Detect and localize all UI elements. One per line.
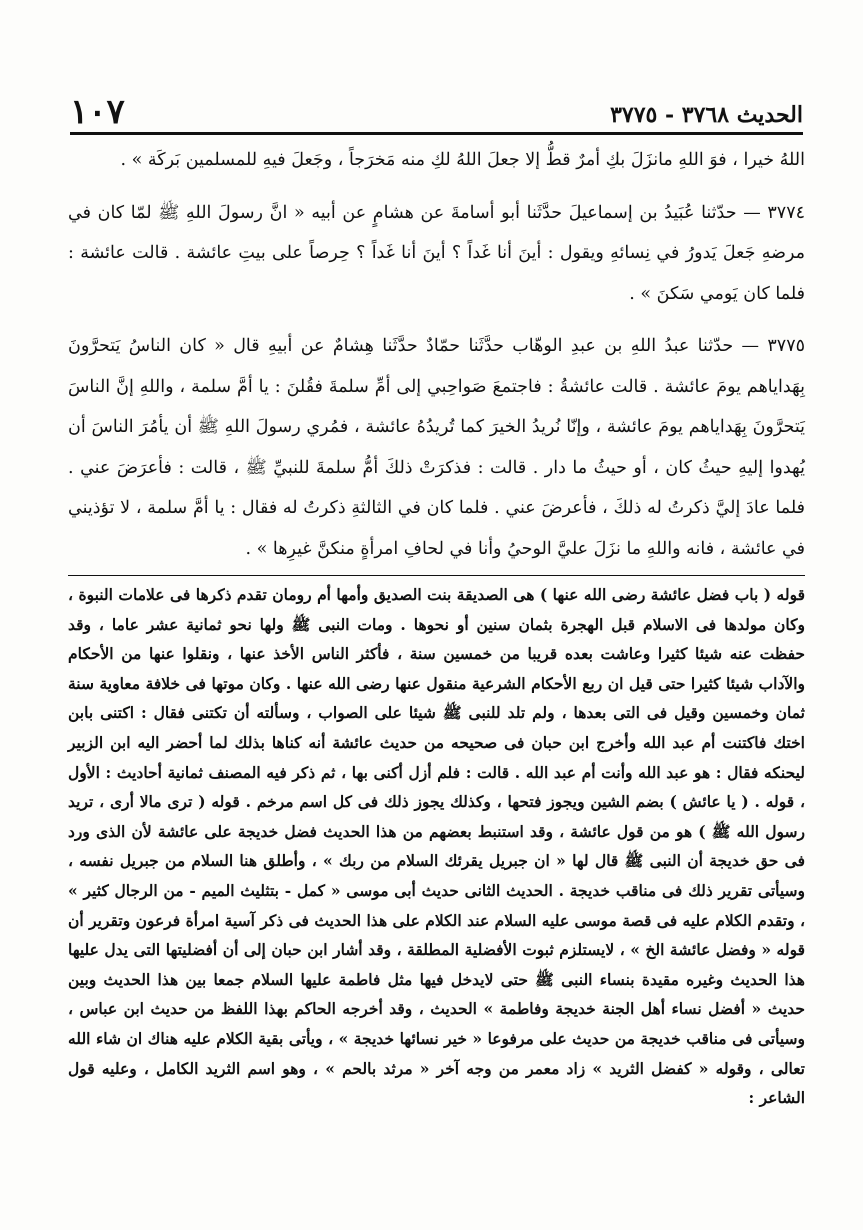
page-body [68, 140, 805, 1113]
commentary-fath-al-bari: قوله ( باب فضل عائشة رضى الله عنها ) هى الصديقة بنت الصديق وأمها أم رومان تقدم ذكرها فى علامات النبوة ، وكان مولدها فى الاسلام قبل الهجرة بثمان سنين أو نحوها . ومات النبى ﷺ ولها نحو ثمانية عشر عاما ، وقد حفظت عنه شيئا كثيرا وعاشت بعده قريبا من خمسين سنة ، فأكثر الناس الأخذ عنها ، ونقلوا عنها من الأحكام والآداب شيئا كثيرا حتى قيل ان ربع الأحكام الشرعية منقول عنها رضى الله عنها . وكان موتها فى خلافة معاوية سنة ثمان وخمسين وقيل فى التى بعدها ، ولم تلد للنبى ﷺ شيئا على الصواب ، وسألته أن تكتنى فقال : اكتنى بابن اختك فاكتنت أم عبد الله وأخرج ابن حبان فى صحيحه من حديث عائشة أنه كناها بذلك لما أحضر اليه ابن الزبير ليحنكه فقال : هو عبد الله وأنت أم عبد الله . قالت : فلم أزل أكنى بها ، ثم ذكر فيه المصنف ثمانية أحاديث : الأول ، قوله . ( يا عائش ) بضم الشين ويجوز فتحها ، وكذلك يجوز ذلك فى كل اسم مرخم . قوله ( ترى مالا أرى ، تريد رسول الله ﷺ ) هو من قول عائشة ، وقد استنبط بعضهم من هذا الحديث فضل خديجة على عائشة لأن الذى ورد فى حق خديجة أن النبى ﷺ قال لها « ان جبريل يقرئك السلام من ربك » ، وأطلق هنا السلام من جبريل نفسه ، وسيأتى تقرير ذلك فى مناقب خديجة . الحديث الثانى حديث أبى موسى « كمل - بتثليث الميم - من الرجال كثير » ، وتقدم الكلام عليه فى قصة موسى عليه السلام عند الكلام على هذا الحديث فى ذكر آسية امرأة فرعون وتقرير أن قوله « وفضل عائشة الخ » ، لايستلزم ثبوت الأفضلية المطلقة ، وقد أشار ابن حبان إلى أن أفضليتها التى يدل عليها هذا الحديث وغيره مقيدة بنساء النبى ﷺ حتى لايدخل فيها مثل فاطمة عليها السلام جمعا بين هذا الحديث وبين حديث « أفضل نساء أهل الجنة خديجة وفاطمة » الحديث ، وقد أخرجه الحاكم بهذا اللفظ من حديث ابن عباس ، وسيأتى فى مناقب خديجة من حديث على مرفوعا « خير نسائها خديجة » ، ويأتى بقية الكلام عليه هناك ان شاء الله تعالى ، وقوله « كفضل الثريد » زاد معمر من وجه آخر « مرثد بالحم » ، وهو اسم الثريد الكامل ، وعليه قول الشاعر : [68, 585, 805, 1108]
text-commentary-separator [68, 575, 805, 576]
hadith-continuation: اللهُ خيرا ، فوَ اللهِ مانزَلَ بكِ أمرٌ قطُّ إلا جعلَ اللهُ لكِ منه مَخرَجاً ، وجَعلَ فيهِ للمسلمين بَركَة » . [120, 150, 805, 170]
hadith-3774: ٣٧٧٤ — حدّثنا عُبَيدُ بن إسماعيلَ حدَّثَنا أبو أسامةَ عن هشامٍ عن أبيه « انَّ رسولَ اللهِ ﷺ لمّا كان في مرضهِ جَعلَ يَدورُ في نِسائهِ ويقول : أينَ أنا غَداً ؟ أينَ أنا غَداً ؟ حِرصاً على بيتِ عائشة . قالت عائشة : فلما كان يَومي سَكنَ » . [68, 202, 805, 304]
page-number: ١٠٧ [70, 92, 125, 132]
hadith-3775: ٣٧٧٥ — حدّثنا عبدُ اللهِ بن عبدِ الوهّاب حدَّثَنا حمّادٌ حدَّثَنا هِشامٌ عن أبيهِ قال « كان الناسُ يَتحرَّونَ بِهَداياهم يومَ عائشة . قالت عائشةُ : فاجتمعَ صَواحِبي إلى أمِّ سلمةَ فقُلنَ : يا أمَّ سلمة ، واللهِ إنَّ الناسَ يَتحرَّونَ بِهَداياهم يومَ عائشة ، وإنّا نُريدُ الخيرَ كما تُريدُهُ عائشة ، فمُري رسولَ اللهِ ﷺ أن يأمُرَ الناسَ أن يُهدوا إليهِ حيثُ كان ، أو حيثُ ما دار . قالت : فذكرَتْ ذلكَ أمُّ سلمةَ للنبيِّ ﷺ ، قالت : فأعرَضَ عني . فلما عادَ إليَّ ذكرتُ له ذلكَ ، فأعرضَ عني . فلما كان في الثالثةِ ذكرتُ له فقال : يا أمَّ سلمة ، لا تؤذيني في عائشة ، فانه واللهِ ما نزَلَ عليَّ الوحيُ وأنا في لحافِ امرأةٍ منكنَّ غيرِها » . [68, 336, 805, 559]
page-header [70, 88, 803, 135]
running-title: الحديث ٣٧٦٨ - ٣٧٧٥ [610, 102, 803, 128]
